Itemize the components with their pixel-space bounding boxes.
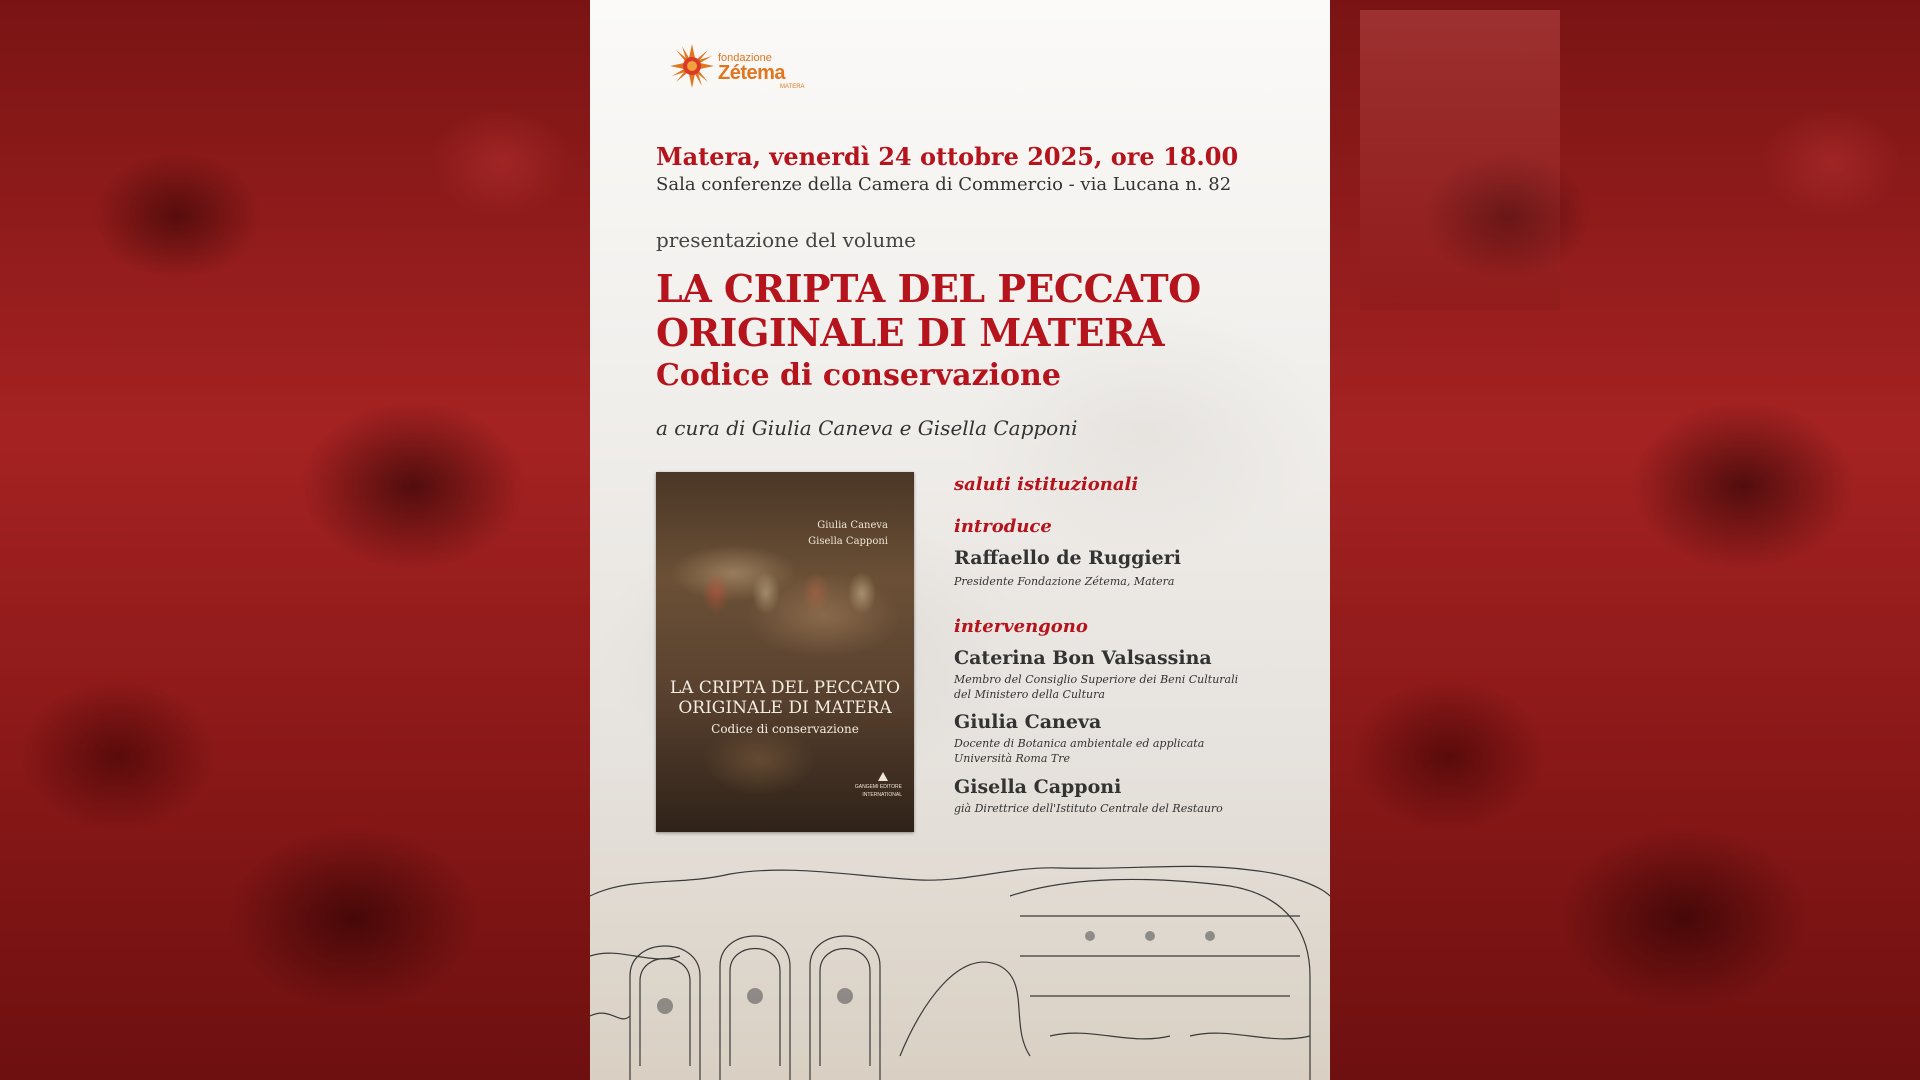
book-subtitle: Codice di conservazione [656, 358, 1061, 393]
book-cover [656, 472, 914, 832]
sun-icon [668, 42, 716, 90]
presentation-label: presentazione del volume [656, 228, 916, 252]
speaker-3-name: Gisella Capponi [954, 776, 1122, 798]
logo-text-zetema: Zétema [718, 62, 786, 84]
logo-text-fondazione: fondazione [718, 52, 772, 64]
cover-subtitle: Codice di conservazione [711, 722, 859, 736]
background-photo-right [1330, 0, 1920, 1080]
event-date: Matera, venerdì 24 ottobre 2025, ore 18.00 [656, 142, 1239, 171]
cover-title-line2: ORIGINALE DI MATERA [678, 698, 892, 718]
book-curators: a cura di Giulia Caneva e Gisella Capponi [656, 416, 1078, 440]
intro-speaker-name: Raffaello de Ruggieri [954, 547, 1181, 569]
event-poster [590, 0, 1330, 1080]
publisher-logo-icon [878, 772, 888, 781]
cover-author-2: Gisella Capponi [808, 536, 888, 547]
speaker-1-name: Caterina Bon Valsassina [954, 647, 1212, 669]
speaker-2-role-line2: Università Roma Tre [954, 752, 1070, 765]
program-saluti: saluti istituzionali [954, 474, 1139, 495]
crypt-line-drawing [590, 856, 1330, 1080]
event-venue: Sala conferenze della Camera di Commercio - via Lucana n. 82 [656, 174, 1232, 195]
cover-title-line1: LA CRIPTA DEL PECCATO [669, 678, 901, 698]
speaker-1-role-line2: del Ministero della Cultura [954, 688, 1105, 701]
speaker-3-role-line1: già Direttrice dell'Istituto Centrale del Restauro [954, 802, 1223, 815]
speaker-2-role-line1: Docente di Botanica ambientale ed applicata [954, 737, 1205, 750]
book-title-line2: ORIGINALE DI MATERA [656, 310, 1165, 355]
logo-text-matera: MATERA [780, 84, 805, 90]
fondazione-zetema-logo [668, 42, 818, 92]
speaker-2-name: Giulia Caneva [954, 711, 1102, 733]
speaker-1-role-line1: Membro del Consiglio Superiore dei Beni Culturali [954, 673, 1239, 686]
program-introduce-label: introduce [954, 516, 1052, 537]
program-intervengono-label: intervengono [954, 616, 1088, 637]
cover-publisher-1: GANGEMI EDITORE [854, 784, 902, 790]
background-photo-left [0, 0, 590, 1080]
intro-speaker-role: Presidente Fondazione Zétema, Matera [954, 575, 1175, 588]
cover-fresco-image [686, 558, 886, 628]
book-title-line1: LA CRIPTA DEL PECCATO [656, 266, 1201, 311]
background-pillar [1360, 10, 1560, 310]
cover-publisher-2: INTERNATIONAL [862, 792, 902, 798]
cover-author-1: Giulia Caneva [817, 520, 888, 531]
